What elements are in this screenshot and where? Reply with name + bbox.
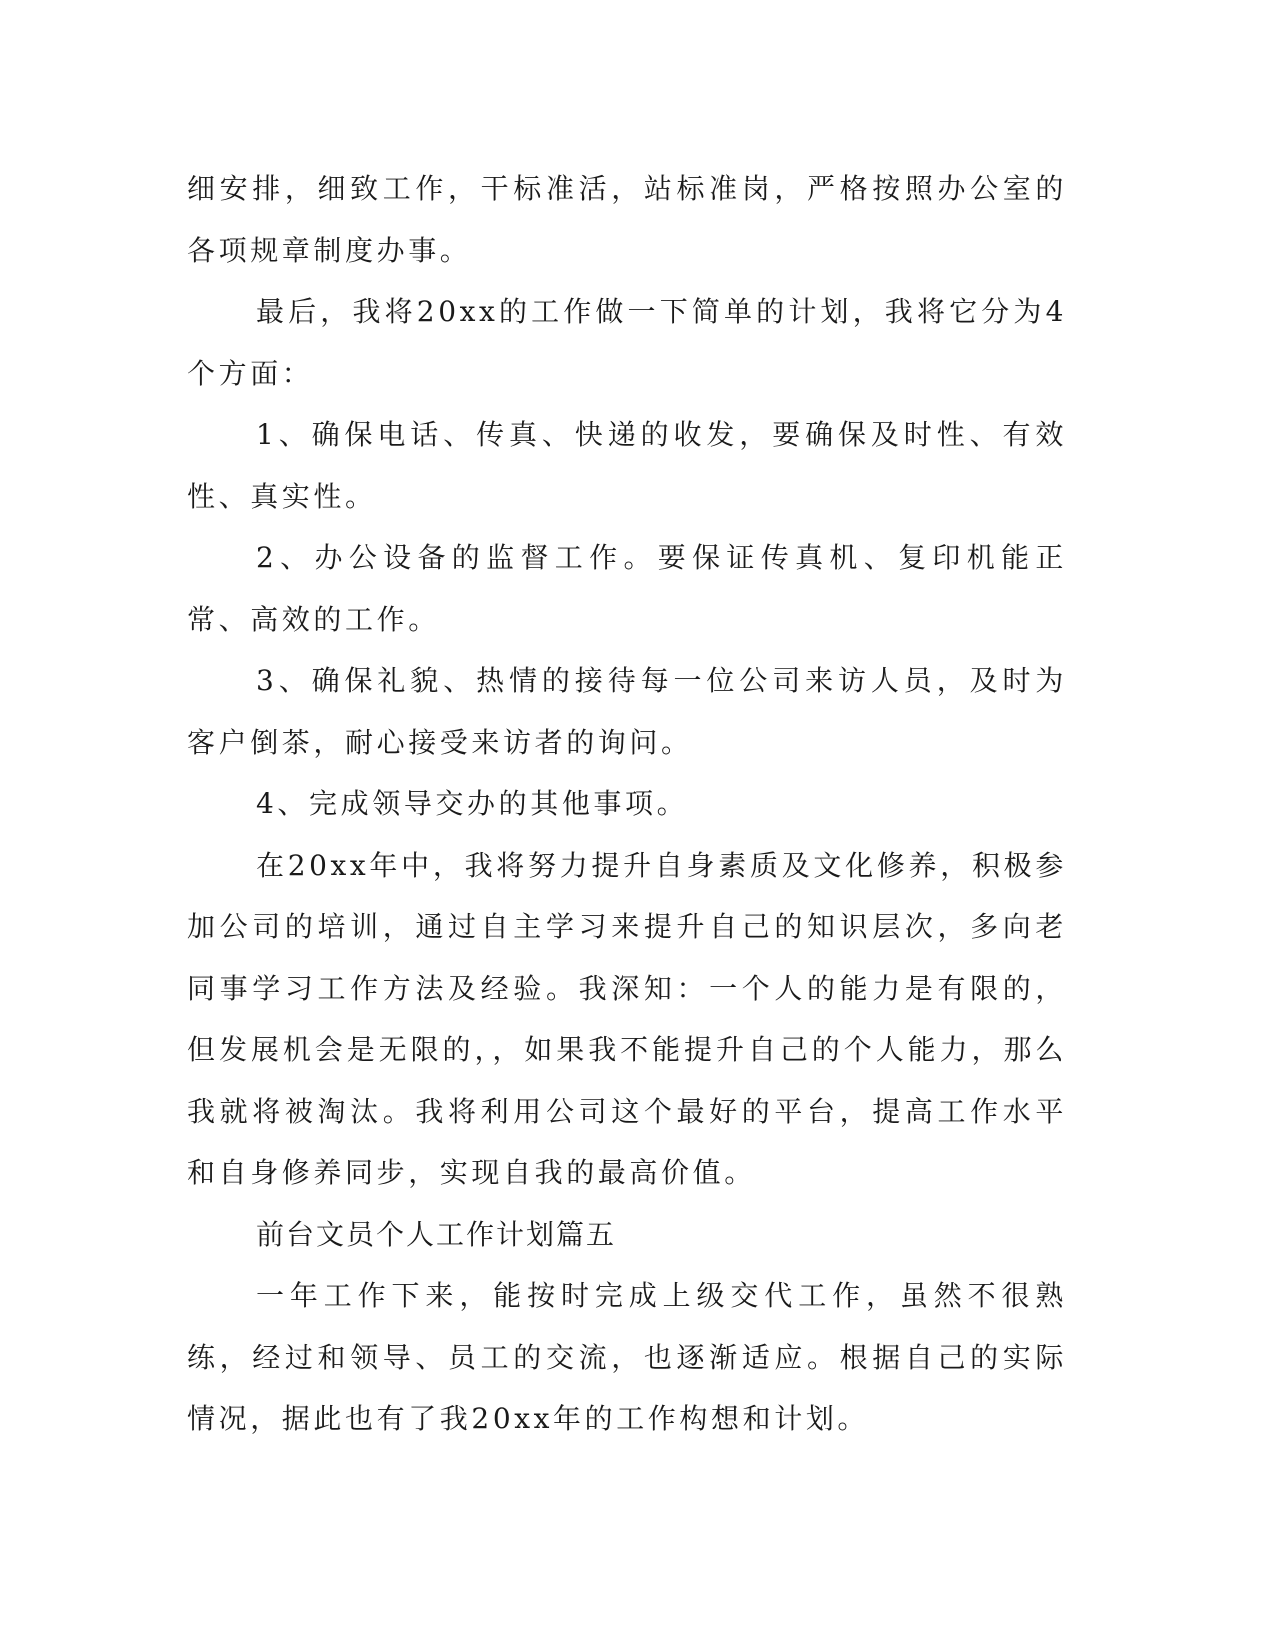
section-heading: 前台文员个人工作计划篇五 xyxy=(256,1217,617,1251)
paragraph-self-improvement: 在20xx年中，我将努力提升自身素质及文化修养，积极参加公司的培训，通过自主学习来提升自己的知识层次，多向老同事学习工作方法及经验。我深知：一个人的能力是有限的，但发展机会是无限的，，如果我不能提升自己的个人能力，那么我就将被淘汰。我将利用公司这个最好的平台，提高工作水平和自身修养同步，实现自我的最高价值。 xyxy=(187,848,1067,1189)
list-item-4: 4、完成领导交办的其他事项。 xyxy=(256,787,689,820)
paragraph-year-summary: 一年工作下来，能按时完成上级交代工作，虽然不很熟练，经过和领导、员工的交流，也逐渐适应。根据自己的实际情况，据此也有了我20xx年的工作构想和计划。 xyxy=(187,1279,1067,1435)
paragraph-plan-intro: 最后，我将20xx的工作做一下简单的计划，我将它分为4个方面： xyxy=(187,295,1067,390)
document-body xyxy=(187,158,1067,1450)
list-item-3: 3、确保礼貌、热情的接待每一位公司来访人员，及时为客户倒茶，耐心接受来访者的询问。 xyxy=(187,664,1067,759)
paragraph-continuation: 细安排，细致工作，干标准活，站标准岗，严格按照办公室的各项规章制度办事。 xyxy=(187,172,1067,267)
list-item-2: 2、办公设备的监督工作。要保证传真机、复印机能正常、高效的工作。 xyxy=(187,541,1067,636)
list-item-1: 1、确保电话、传真、快递的收发，要确保及时性、有效性、真实性。 xyxy=(187,418,1067,513)
